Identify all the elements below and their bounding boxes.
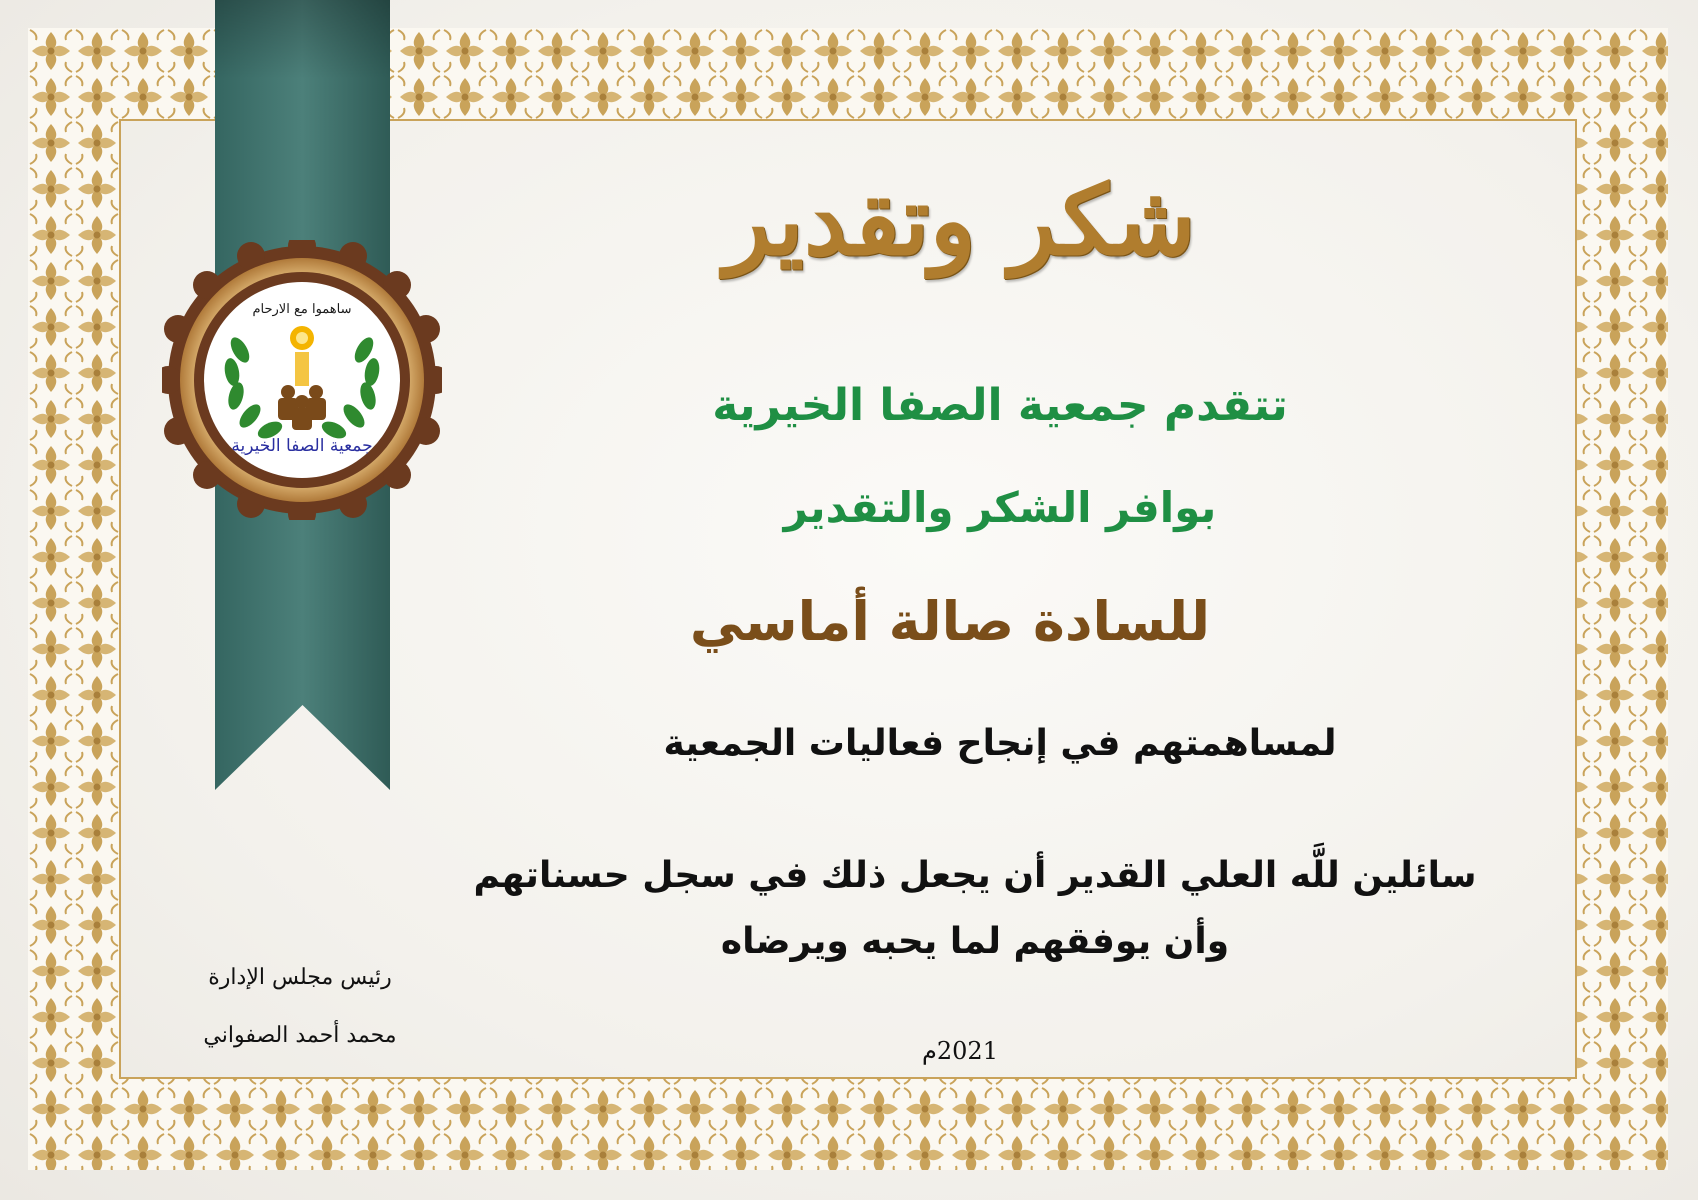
certificate-headline bbox=[720, 130, 1200, 330]
organization-seal bbox=[162, 240, 442, 520]
prayer-line-1: سائلين للَّه العلي القدير أن يجعل ذلك في سجل حسناتهم bbox=[473, 855, 1477, 896]
certificate-date: 2021م bbox=[922, 1037, 998, 1065]
signature-title: رئيس مجلس الإدارة bbox=[208, 965, 392, 990]
signature-name: محمد أحمد الصفواني bbox=[203, 1023, 397, 1048]
thanks-line: بوافر الشكر والتقدير bbox=[783, 483, 1217, 532]
headline-text: شكر وتقدير bbox=[724, 164, 1196, 277]
seal-bottom-text: جمعية الصفا الخيرية bbox=[231, 436, 373, 456]
reason-line: لمساهمتهم في إنجاح فعاليات الجمعية bbox=[663, 723, 1337, 764]
seal-top-text: ساهموا مع الارحام bbox=[252, 302, 352, 317]
organization-line: تتقدم جمعية الصفا الخيرية bbox=[712, 380, 1288, 431]
recipient-name: للسادة صالة أماسي bbox=[689, 590, 1211, 653]
prayer-line-2: وأن يوفقهم لما يحبه ويرضاه bbox=[720, 921, 1230, 962]
